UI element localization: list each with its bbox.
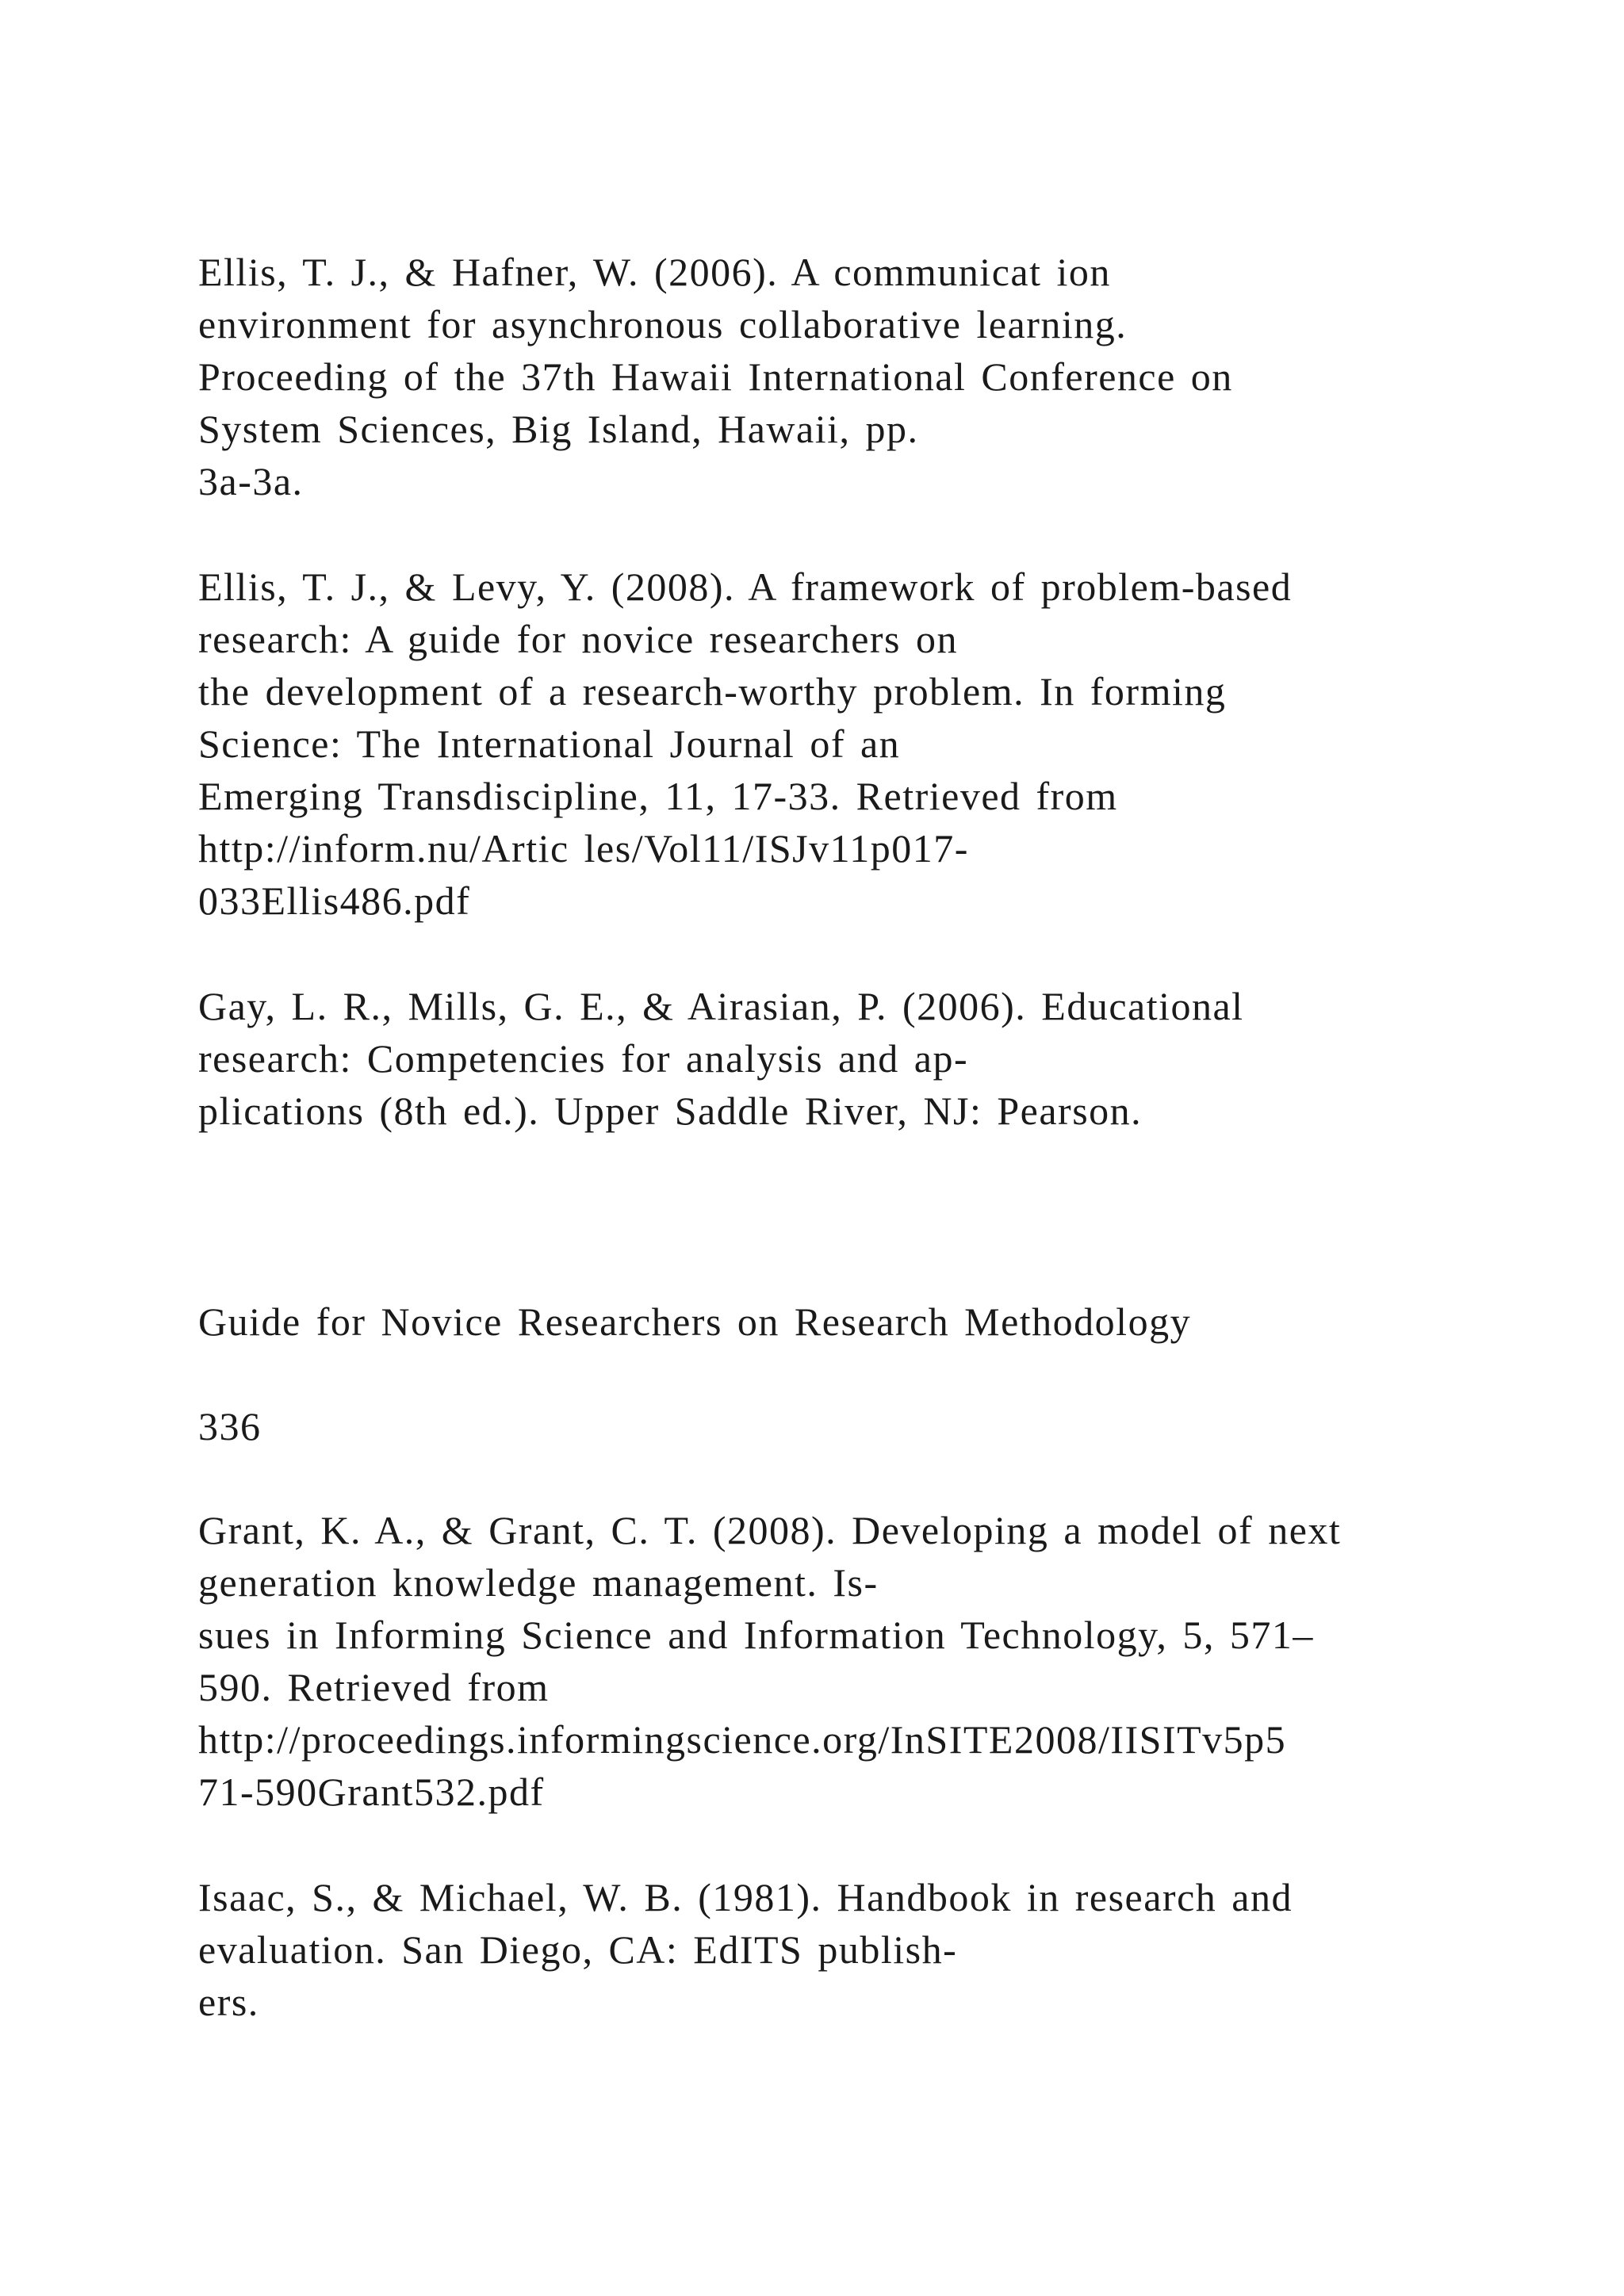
reference-line: System Sciences, Big Island, Hawaii, pp.	[198, 407, 919, 451]
reference-line: Isaac, S., & Michael, W. B. (1981). Handbook in research and	[198, 1875, 1293, 1919]
reference-url-line: http://proceedings.informingscience.org/InSITE2008/IISITv5p5	[198, 1717, 1287, 1762]
reference-line: Proceeding of the 37th Hawaii International Conference on	[198, 354, 1233, 399]
reference-line: research: Competencies for analysis and ap-	[198, 1036, 969, 1081]
page-number	[198, 1400, 1546, 1452]
page-number-text: 336	[198, 1404, 262, 1448]
reference-line: Emerging Transdiscipline, 11, 17-33. Retrieved from	[198, 774, 1118, 818]
running-header	[198, 1295, 1546, 1348]
reference-url-line: 033Ellis486.pdf	[198, 878, 471, 923]
reference-line: Grant, K. A., & Grant, C. T. (2008). Developing a model of next	[198, 1508, 1342, 1552]
reference-line: the development of a research-worthy problem. In forming	[198, 669, 1227, 714]
reference-entry	[198, 1504, 1546, 1818]
reference-line: Ellis, T. J., & Levy, Y. (2008). A framework of problem-based	[198, 564, 1293, 609]
reference-line: research: A guide for novice researchers on	[198, 617, 959, 661]
reference-line: evaluation. San Diego, CA: EdITS publish-	[198, 1927, 958, 1972]
running-header-text: Guide for Novice Researchers on Research Methodology	[198, 1299, 1192, 1344]
reference-entry	[198, 980, 1546, 1137]
reference-line: ers.	[198, 1980, 259, 2024]
reference-line: environment for asynchronous collaborative learning.	[198, 302, 1128, 346]
reference-url-line: 71-590Grant532.pdf	[198, 1770, 545, 1814]
reference-line: plications (8th ed.). Upper Saddle River, NJ: Pearson.	[198, 1089, 1143, 1133]
reference-line: Science: The International Journal of an	[198, 721, 901, 766]
reference-line: 3a-3a.	[198, 459, 304, 503]
reference-url-line: http://inform.nu/Artic les/Vol11/ISJv11p017-	[198, 826, 969, 871]
reference-entry	[198, 246, 1546, 507]
reference-entry	[198, 1871, 1546, 2028]
reference-line: 590. Retrieved from	[198, 1665, 550, 1709]
reference-entry	[198, 561, 1546, 927]
reference-line: generation knowledge management. Is-	[198, 1560, 879, 1605]
reference-line: Gay, L. R., Mills, G. E., & Airasian, P. (2006). Educational	[198, 984, 1244, 1028]
reference-line: sues in Informing Science and Information Technology, 5, 571–	[198, 1613, 1314, 1657]
reference-line: Ellis, T. J., & Hafner, W. (2006). A communicat ion	[198, 250, 1111, 294]
